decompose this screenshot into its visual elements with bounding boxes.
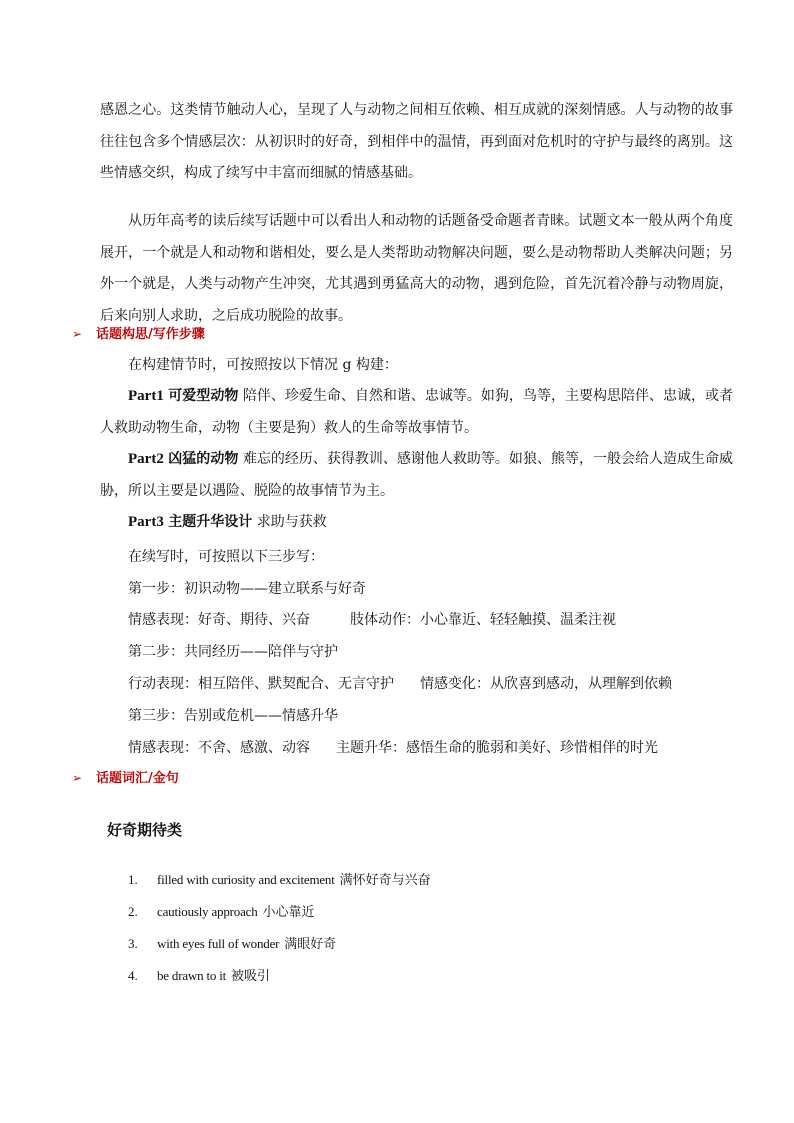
section-heading-vocab <box>72 768 179 788</box>
part3-label: Part3 <box>128 514 164 530</box>
part1-title: 可爱型动物 <box>168 388 239 404</box>
plan-intro: 在构建情节时，可按照按以下情况 g 构建： <box>128 357 398 373</box>
step2-action: 行动表现：相互陪伴、默契配合、无言守护 <box>128 676 394 692</box>
part2-paragraph <box>100 444 733 507</box>
intro-paragraph-1: 感恩之心。这类情节触动人心，呈现了人与动物之间相互依赖、相互成就的深刻情感。人与动物的故事往往包含多个情感层次：从初识时的好奇，到相伴中的温情，再到面对危机时的守护与最终的离别。这些情感交织，构成了续写中丰富而细腻的情感基础。 <box>100 102 733 181</box>
vocab-item <box>128 903 315 922</box>
part1-paragraph <box>100 381 733 444</box>
step3-title: 第三步：告别或危机——情感升华 <box>128 708 338 724</box>
section-heading-structure <box>72 324 205 344</box>
vocab-english: cautiously approach <box>157 904 258 919</box>
intro-paragraph-2: 从历年高考的读后续写话题中可以看出人和动物的话题备受命题者青睐。试题文本一般从两个角度展开，一个就是人和动物和谐相处，要么是人类帮助动物解决问题，要么是动物帮助人类解决问题；另外一个就是，人类与动物产生冲突，尤其遇到勇猛高大的动物，遇到危险，首先沉着冷静与动物周旋，后来向别人求助，之后成功脱险的故事。 <box>100 213 733 324</box>
vocab-number: 4. <box>128 968 138 983</box>
part1-label: Part1 <box>128 388 164 404</box>
vocab-chinese: 满怀好奇与兴奋 <box>339 873 431 888</box>
vocab-chinese: 被吸引 <box>231 969 271 984</box>
step3-theme: 主题升华：感悟生命的脆弱和美好、珍惜相伴的时光 <box>336 740 658 756</box>
part3-paragraph <box>100 507 733 539</box>
step1-emotion: 情感表现：好奇、期待、兴奋 <box>128 612 310 628</box>
vocab-item <box>128 871 431 890</box>
arrow-bullet-icon: ➢ <box>72 327 83 341</box>
part1-body: 陪伴、珍爱生命、自然和谐、忠诚等。如狗，鸟等，主要构思陪伴、忠诚，或者人救助动物生命，动物（主要是狗）救人的生命等故事情节。 <box>100 388 734 436</box>
part3-body: 求助与获救 <box>256 514 327 530</box>
vocab-english: with eyes full of wonder <box>157 936 280 951</box>
part2-title: 凶猛的动物 <box>168 451 239 467</box>
arrow-bullet-icon: ➢ <box>72 771 83 785</box>
vocab-english: be drawn to it <box>157 968 227 983</box>
step2-title: 第二步：共同经历——陪伴与守护 <box>128 644 338 660</box>
step2-emotion: 情感变化：从欣喜到感动，从理解到依赖 <box>420 676 672 692</box>
vocab-number: 1. <box>128 872 138 887</box>
vocab-chinese: 小心靠近 <box>262 905 315 920</box>
section-title: 话题词汇/金句 <box>96 771 179 786</box>
part2-body: 难忘的经历、获得教训、感谢他人救助等。如狼、熊等，一般会给人造成生命威胁，所以主要是以遇险、脱险的故事情节为主。 <box>100 451 734 499</box>
step2-details <box>128 674 672 694</box>
vocab-english: filled with curiosity and excitement <box>157 872 335 887</box>
step3-details <box>128 738 658 758</box>
step1-details <box>128 610 616 630</box>
steps-intro: 在续写时，可按照以下三步写： <box>128 549 324 565</box>
vocab-number: 3. <box>128 936 138 951</box>
step1-action: 肢体动作：小心靠近、轻轻触摸、温柔注视 <box>350 612 616 628</box>
step3-emotion: 情感表现：不舍、感激、动容 <box>128 740 310 756</box>
vocab-chinese: 满眼好奇 <box>284 937 337 952</box>
vocab-number: 2. <box>128 904 138 919</box>
part3-title: 主题升华设计 <box>168 514 253 530</box>
vocab-category-heading: 好奇期待类 <box>107 821 183 839</box>
vocab-item <box>128 935 336 954</box>
vocab-item <box>128 967 270 986</box>
part2-label: Part2 <box>128 451 164 467</box>
step1-title: 第一步：初识动物——建立联系与好奇 <box>128 581 366 597</box>
section-title: 话题构思/写作步骤 <box>96 327 205 342</box>
